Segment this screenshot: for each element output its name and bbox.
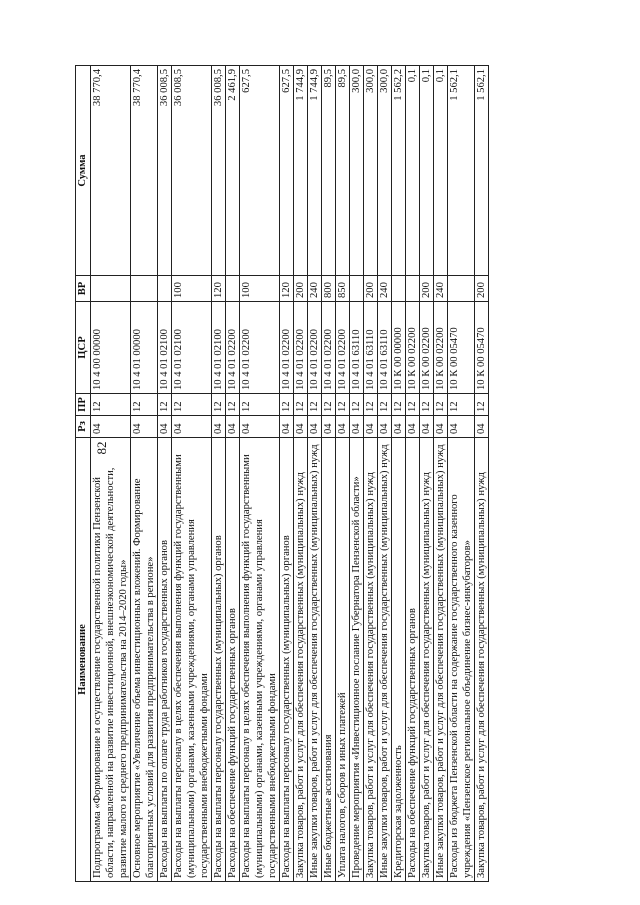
cell-csr: 10 4 01 02200 xyxy=(226,302,240,394)
cell-csr: 10 4 01 02200 xyxy=(280,302,294,394)
cell-name: Закупка товаров, работ и услуг для обеспечения государственных (муниципальных) нужд xyxy=(475,438,489,882)
cell-csr: 10 4 00 00000 xyxy=(91,302,131,394)
cell-rz: 04 xyxy=(172,416,212,438)
cell-name: Иные закупки товаров, работ и услуг для обеспечения государственных (муниципальных) нужд xyxy=(434,438,448,882)
cell-vr: 200 xyxy=(475,276,489,302)
cell-rz: 04 xyxy=(280,416,294,438)
cell-csr: 10 4 01 02200 xyxy=(322,302,336,394)
cell-pr: 12 xyxy=(308,394,322,416)
table-row xyxy=(406,66,420,882)
table-row xyxy=(350,66,364,882)
cell-name: Иные закупки товаров, работ и услуг для обеспечения государственных (муниципальных) нужд xyxy=(308,438,322,882)
cell-vr xyxy=(158,276,172,302)
cell-rz: 04 xyxy=(434,416,448,438)
cell-rz: 04 xyxy=(475,416,489,438)
cell-rz: 04 xyxy=(131,416,158,438)
cell-rz: 04 xyxy=(294,416,308,438)
cell-pr: 12 xyxy=(294,394,308,416)
cell-csr: 10 4 01 02200 xyxy=(308,302,322,394)
cell-sum: 2 461,9 xyxy=(226,66,240,276)
cell-csr: 10 4 01 63110 xyxy=(364,302,378,394)
cell-name: Закупка товаров, работ и услуг для обеспечения государственных (муниципальных) нужд xyxy=(294,438,308,882)
cell-vr xyxy=(392,276,406,302)
cell-vr: 100 xyxy=(240,276,280,302)
cell-sum: 1 562,1 xyxy=(475,66,489,276)
cell-pr: 12 xyxy=(322,394,336,416)
cell-rz: 04 xyxy=(350,416,364,438)
cell-csr: 10 К 00 02200 xyxy=(406,302,420,394)
header-csr: ЦСР xyxy=(76,302,91,394)
cell-csr: 10 4 01 02200 xyxy=(336,302,350,394)
cell-csr: 10 4 01 02200 xyxy=(240,302,280,394)
cell-pr: 12 xyxy=(212,394,226,416)
cell-name: Расходы на выплаты персоналу государственных (муниципальных) органов xyxy=(280,438,294,882)
cell-vr xyxy=(448,276,475,302)
cell-name: Иные закупки товаров, работ и услуг для обеспечения государственных (муниципальных) нужд xyxy=(378,438,392,882)
cell-vr xyxy=(406,276,420,302)
cell-rz: 04 xyxy=(308,416,322,438)
cell-sum: 38 770,4 xyxy=(91,66,131,276)
cell-vr xyxy=(91,276,131,302)
cell-name: Закупка товаров, работ и услуг для обеспечения государственных (муниципальных) нужд xyxy=(420,438,434,882)
cell-sum: 1 562,2 xyxy=(392,66,406,276)
cell-vr: 200 xyxy=(294,276,308,302)
cell-pr: 12 xyxy=(158,394,172,416)
header-sum: Сумма xyxy=(76,66,91,276)
cell-rz: 04 xyxy=(420,416,434,438)
cell-sum: 0,1 xyxy=(434,66,448,276)
cell-name: Расходы на выплаты персоналу в целях обеспечения выполнения функций государственными (муниципальными) органами, казенными учреждениями, органами управления государственными внебюджетными фондами xyxy=(172,438,212,882)
cell-vr: 120 xyxy=(212,276,226,302)
table-row xyxy=(280,66,294,882)
cell-csr: 10 К 00 02200 xyxy=(434,302,448,394)
table-header-row xyxy=(76,66,91,882)
cell-sum: 1 562,1 xyxy=(448,66,475,276)
cell-rz: 04 xyxy=(226,416,240,438)
page-number: 82 xyxy=(94,441,109,455)
cell-sum: 627,5 xyxy=(240,66,280,276)
cell-pr: 12 xyxy=(226,394,240,416)
cell-csr: 10 4 01 63110 xyxy=(378,302,392,394)
cell-name: Расходы на выплаты по оплате труда работников государственных органов xyxy=(158,438,172,882)
table-row xyxy=(240,66,280,882)
cell-pr: 12 xyxy=(280,394,294,416)
cell-pr: 12 xyxy=(91,394,131,416)
cell-name: Расходы на выплаты персоналу в целях обеспечения выполнения функций государственными (муниципальными) органами, казенными учреждениями, органами управления государственными внебюджетными фондами xyxy=(240,438,280,882)
cell-sum: 627,5 xyxy=(280,66,294,276)
cell-vr xyxy=(226,276,240,302)
cell-pr: 12 xyxy=(240,394,280,416)
cell-name: Уплата налогов, сборов и иных платежей xyxy=(336,438,350,882)
cell-rz: 04 xyxy=(364,416,378,438)
cell-sum: 36 008,5 xyxy=(158,66,172,276)
cell-vr: 200 xyxy=(420,276,434,302)
cell-sum: 1 744,9 xyxy=(308,66,322,276)
table-row xyxy=(91,66,131,882)
cell-csr: 10 К 00 05470 xyxy=(475,302,489,394)
cell-sum: 0,1 xyxy=(406,66,420,276)
cell-sum: 36 008,5 xyxy=(212,66,226,276)
cell-pr: 12 xyxy=(172,394,212,416)
table-row xyxy=(322,66,336,882)
table-row xyxy=(336,66,350,882)
cell-csr: 10 К 00 00000 xyxy=(392,302,406,394)
cell-pr: 12 xyxy=(364,394,378,416)
cell-pr: 12 xyxy=(420,394,434,416)
cell-pr: 12 xyxy=(392,394,406,416)
header-name: Наименование xyxy=(76,438,91,882)
cell-sum: 89,5 xyxy=(322,66,336,276)
header-vr: ВР xyxy=(76,276,91,302)
cell-rz: 04 xyxy=(392,416,406,438)
cell-csr: 10 4 01 63110 xyxy=(350,302,364,394)
cell-sum: 89,5 xyxy=(336,66,350,276)
cell-name: Расходы на обеспечение функций государственных органов xyxy=(406,438,420,882)
cell-sum: 36 008,5 xyxy=(172,66,212,276)
cell-vr xyxy=(350,276,364,302)
cell-sum: 0,1 xyxy=(420,66,434,276)
cell-sum: 300,0 xyxy=(350,66,364,276)
cell-vr: 240 xyxy=(434,276,448,302)
cell-name: Подпрограмма «Формирование и осуществление государственной политики Пензенской области, направленной на развитие инвестиционной, внешнеэкономической деятельности, развитие малого и среднего предпринимательства на 2014–2020 годы» xyxy=(91,438,131,882)
cell-vr: 120 xyxy=(280,276,294,302)
cell-csr: 10 4 01 02200 xyxy=(294,302,308,394)
cell-sum: 1 744,9 xyxy=(294,66,308,276)
cell-pr: 12 xyxy=(475,394,489,416)
cell-csr: 10 4 01 00000 xyxy=(131,302,158,394)
cell-vr: 240 xyxy=(308,276,322,302)
cell-name: Расходы на обеспечение функций государственных органов xyxy=(226,438,240,882)
budget-table xyxy=(75,65,489,882)
cell-pr: 12 xyxy=(448,394,475,416)
cell-vr: 100 xyxy=(172,276,212,302)
cell-rz: 04 xyxy=(212,416,226,438)
table-row xyxy=(158,66,172,882)
cell-rz: 04 xyxy=(336,416,350,438)
table-row xyxy=(294,66,308,882)
cell-rz: 04 xyxy=(378,416,392,438)
cell-name: Основное мероприятие «Увеличение объема инвестиционных вложений. Формирование благоприятных условий для развития предпринимательства в регионе» xyxy=(131,438,158,882)
cell-sum: 300,0 xyxy=(364,66,378,276)
cell-rz: 04 xyxy=(322,416,336,438)
cell-csr: 10 4 01 02100 xyxy=(212,302,226,394)
table-row xyxy=(172,66,212,882)
cell-pr: 12 xyxy=(378,394,392,416)
cell-csr: 10 4 01 02100 xyxy=(158,302,172,394)
cell-rz: 04 xyxy=(406,416,420,438)
cell-vr: 240 xyxy=(378,276,392,302)
cell-vr: 850 xyxy=(336,276,350,302)
cell-pr: 12 xyxy=(350,394,364,416)
cell-name: Кредиторская задолженность xyxy=(392,438,406,882)
cell-pr: 12 xyxy=(336,394,350,416)
table-row xyxy=(420,66,434,882)
header-rz: Рз xyxy=(76,416,91,438)
cell-vr: 800 xyxy=(322,276,336,302)
cell-sum: 300,0 xyxy=(378,66,392,276)
cell-csr: 10 К 00 02200 xyxy=(420,302,434,394)
cell-rz: 04 xyxy=(91,416,131,438)
table-row xyxy=(364,66,378,882)
table-row xyxy=(226,66,240,882)
table-row xyxy=(434,66,448,882)
cell-name: Закупка товаров, работ и услуг для обеспечения государственных (муниципальных) нужд xyxy=(364,438,378,882)
cell-csr: 10 К 00 05470 xyxy=(448,302,475,394)
cell-rz: 04 xyxy=(448,416,475,438)
cell-vr xyxy=(131,276,158,302)
table-row xyxy=(131,66,158,882)
cell-pr: 12 xyxy=(434,394,448,416)
cell-name: Расходы из бюджета Пензенской области на содержание государственного казенного учреждения «Пензенское региональное объединение бизнес-инкубаторов» xyxy=(448,438,475,882)
cell-name: Иные бюджетные ассигнования xyxy=(322,438,336,882)
cell-name: Расходы на выплаты персоналу государственных (муниципальных) органов xyxy=(212,438,226,882)
table-row xyxy=(448,66,475,882)
table-body xyxy=(91,66,489,882)
table-row xyxy=(475,66,489,882)
cell-vr: 200 xyxy=(364,276,378,302)
table-row xyxy=(378,66,392,882)
cell-rz: 04 xyxy=(240,416,280,438)
rotated-page xyxy=(75,66,563,882)
table-row xyxy=(392,66,406,882)
cell-sum: 38 770,4 xyxy=(131,66,158,276)
table-row xyxy=(212,66,226,882)
cell-pr: 12 xyxy=(406,394,420,416)
header-pr: ПР xyxy=(76,394,91,416)
cell-name: Проведение мероприятия «Инвестиционное послание Губернатора Пензенской области» xyxy=(350,438,364,882)
cell-rz: 04 xyxy=(158,416,172,438)
cell-csr: 10 4 01 02100 xyxy=(172,302,212,394)
cell-pr: 12 xyxy=(131,394,158,416)
table-row xyxy=(308,66,322,882)
